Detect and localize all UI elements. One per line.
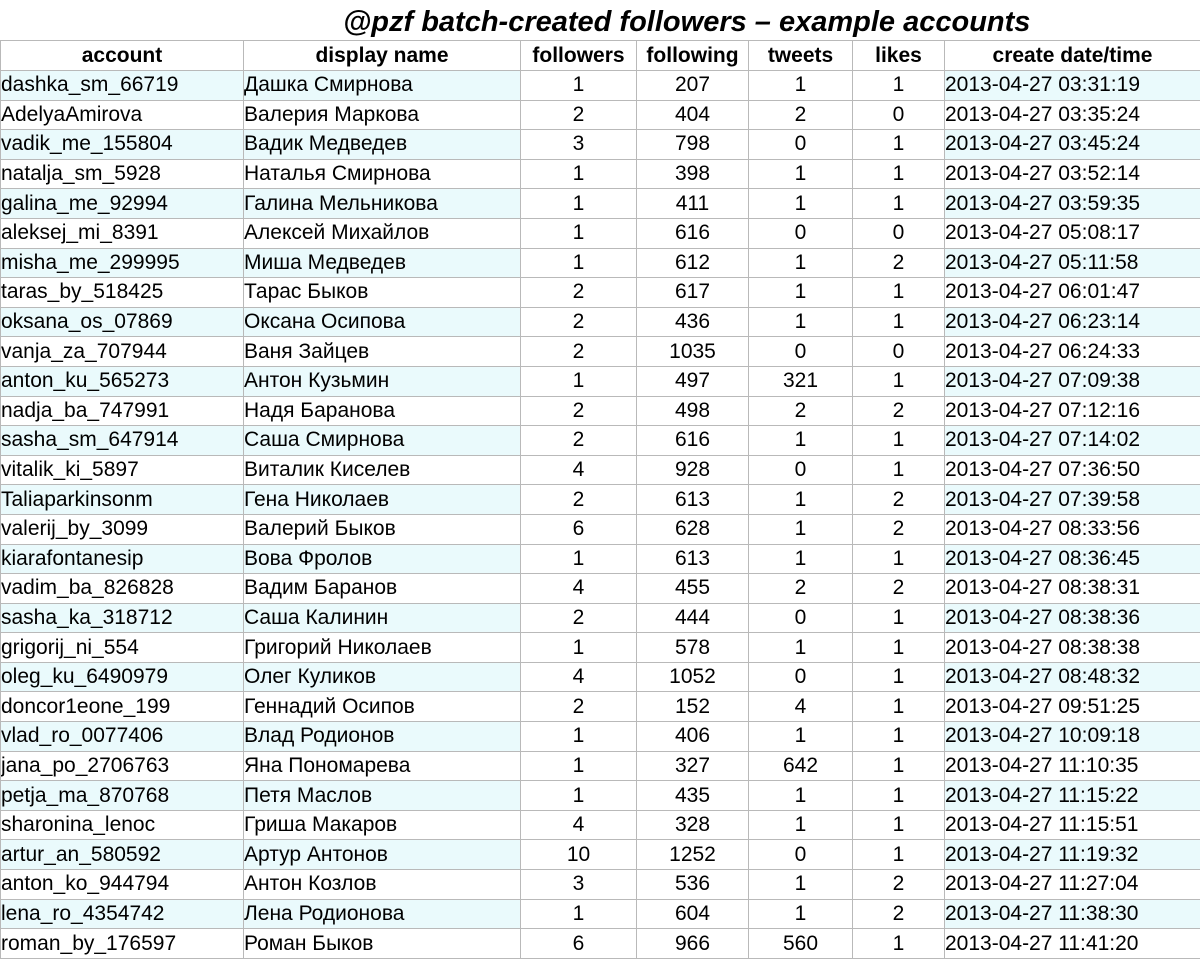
cell-tweets: 642 — [749, 751, 853, 781]
cell-create-date: 2013-04-27 06:23:14 — [945, 307, 1200, 337]
cell-tweets: 0 — [749, 840, 853, 870]
cell-likes: 1 — [853, 278, 945, 308]
col-header-account: account — [1, 41, 244, 71]
cell-display-name: Геннадий Осипов — [244, 692, 521, 722]
cell-display-name: Лена Родионова — [244, 899, 521, 929]
cell-create-date: 2013-04-27 03:35:24 — [945, 100, 1200, 130]
cell-following: 497 — [637, 366, 749, 396]
cell-display-name: Антон Кузьмин — [244, 366, 521, 396]
cell-tweets: 1 — [749, 514, 853, 544]
cell-account: vadim_ba_826828 — [1, 574, 244, 604]
cell-following: 1035 — [637, 337, 749, 367]
table-row — [1, 810, 1200, 840]
cell-create-date: 2013-04-27 03:31:19 — [945, 71, 1200, 101]
cell-create-date: 2013-04-27 10:09:18 — [945, 722, 1200, 752]
cell-account: nadja_ba_747991 — [1, 396, 244, 426]
cell-followers: 4 — [521, 455, 637, 485]
cell-likes: 2 — [853, 514, 945, 544]
table-row — [1, 899, 1200, 929]
cell-create-date: 2013-04-27 11:10:35 — [945, 751, 1200, 781]
cell-following: 404 — [637, 100, 749, 130]
cell-create-date: 2013-04-27 05:08:17 — [945, 218, 1200, 248]
cell-likes: 1 — [853, 810, 945, 840]
cell-likes: 2 — [853, 870, 945, 900]
cell-account: anton_ko_944794 — [1, 870, 244, 900]
cell-create-date: 2013-04-27 05:11:58 — [945, 248, 1200, 278]
cell-likes: 1 — [853, 366, 945, 396]
cell-likes: 1 — [853, 692, 945, 722]
cell-likes: 0 — [853, 218, 945, 248]
cell-tweets: 1 — [749, 248, 853, 278]
table-row — [1, 692, 1200, 722]
cell-account: natalja_sm_5928 — [1, 159, 244, 189]
cell-display-name: Ваня Зайцев — [244, 337, 521, 367]
table-row — [1, 781, 1200, 811]
cell-display-name: Гена Николаев — [244, 485, 521, 515]
cell-tweets: 4 — [749, 692, 853, 722]
cell-followers: 1 — [521, 633, 637, 663]
cell-create-date: 2013-04-27 08:38:36 — [945, 603, 1200, 633]
cell-tweets: 1 — [749, 722, 853, 752]
cell-following: 617 — [637, 278, 749, 308]
cell-following: 928 — [637, 455, 749, 485]
header-row — [1, 41, 1200, 71]
cell-tweets: 2 — [749, 574, 853, 604]
cell-likes: 1 — [853, 455, 945, 485]
cell-account: doncor1eone_199 — [1, 692, 244, 722]
cell-display-name: Вова Фролов — [244, 544, 521, 574]
cell-display-name: Вадик Медведев — [244, 130, 521, 160]
cell-account: vadik_me_155804 — [1, 130, 244, 160]
col-header-followers: followers — [521, 41, 637, 71]
cell-create-date: 2013-04-27 03:59:35 — [945, 189, 1200, 219]
cell-following: 436 — [637, 307, 749, 337]
cell-tweets: 1 — [749, 278, 853, 308]
table-row — [1, 130, 1200, 160]
cell-create-date: 2013-04-27 11:15:51 — [945, 810, 1200, 840]
cell-likes: 1 — [853, 781, 945, 811]
cell-tweets: 0 — [749, 337, 853, 367]
cell-create-date: 2013-04-27 08:48:32 — [945, 662, 1200, 692]
cell-account: misha_me_299995 — [1, 248, 244, 278]
cell-create-date: 2013-04-27 11:15:22 — [945, 781, 1200, 811]
cell-tweets: 1 — [749, 159, 853, 189]
cell-following: 328 — [637, 810, 749, 840]
cell-display-name: Петя Маслов — [244, 781, 521, 811]
cell-account: kiarafontanesip — [1, 544, 244, 574]
cell-followers: 2 — [521, 485, 637, 515]
cell-account: vanja_za_707944 — [1, 337, 244, 367]
table-row — [1, 929, 1200, 959]
cell-create-date: 2013-04-27 06:24:33 — [945, 337, 1200, 367]
cell-display-name: Саша Смирнова — [244, 426, 521, 456]
cell-following: 604 — [637, 899, 749, 929]
cell-create-date: 2013-04-27 07:39:58 — [945, 485, 1200, 515]
table-row — [1, 100, 1200, 130]
cell-display-name: Антон Козлов — [244, 870, 521, 900]
cell-create-date: 2013-04-27 09:51:25 — [945, 692, 1200, 722]
cell-followers: 2 — [521, 603, 637, 633]
cell-following: 152 — [637, 692, 749, 722]
cell-likes: 2 — [853, 396, 945, 426]
cell-create-date: 2013-04-27 08:38:38 — [945, 633, 1200, 663]
cell-tweets: 1 — [749, 189, 853, 219]
table-row — [1, 248, 1200, 278]
cell-following: 612 — [637, 248, 749, 278]
cell-followers: 1 — [521, 189, 637, 219]
cell-following: 435 — [637, 781, 749, 811]
table-row — [1, 544, 1200, 574]
table-row — [1, 455, 1200, 485]
cell-followers: 1 — [521, 71, 637, 101]
col-header-following: following — [637, 41, 749, 71]
table-row — [1, 514, 1200, 544]
cell-likes: 1 — [853, 722, 945, 752]
cell-likes: 1 — [853, 929, 945, 959]
table-row — [1, 307, 1200, 337]
table-row — [1, 189, 1200, 219]
col-header-display-name: display name — [244, 41, 521, 71]
cell-tweets: 1 — [749, 870, 853, 900]
table-row — [1, 840, 1200, 870]
cell-followers: 6 — [521, 929, 637, 959]
table-row — [1, 574, 1200, 604]
cell-create-date: 2013-04-27 11:38:30 — [945, 899, 1200, 929]
cell-create-date: 2013-04-27 07:09:38 — [945, 366, 1200, 396]
cell-followers: 1 — [521, 544, 637, 574]
cell-tweets: 1 — [749, 485, 853, 515]
cell-following: 398 — [637, 159, 749, 189]
cell-followers: 4 — [521, 662, 637, 692]
cell-following: 1252 — [637, 840, 749, 870]
cell-followers: 2 — [521, 278, 637, 308]
cell-create-date: 2013-04-27 11:27:04 — [945, 870, 1200, 900]
cell-account: sasha_sm_647914 — [1, 426, 244, 456]
cell-following: 616 — [637, 218, 749, 248]
cell-create-date: 2013-04-27 08:36:45 — [945, 544, 1200, 574]
cell-display-name: Алексей Михайлов — [244, 218, 521, 248]
cell-account: oksana_os_07869 — [1, 307, 244, 337]
cell-likes: 1 — [853, 189, 945, 219]
cell-create-date: 2013-04-27 03:52:14 — [945, 159, 1200, 189]
cell-tweets: 2 — [749, 396, 853, 426]
table-row — [1, 722, 1200, 752]
cell-display-name: Гриша Макаров — [244, 810, 521, 840]
table-row — [1, 366, 1200, 396]
cell-account: valerij_by_3099 — [1, 514, 244, 544]
cell-account: petja_ma_870768 — [1, 781, 244, 811]
cell-create-date: 2013-04-27 07:12:16 — [945, 396, 1200, 426]
cell-followers: 2 — [521, 692, 637, 722]
table-row — [1, 662, 1200, 692]
cell-display-name: Виталик Киселев — [244, 455, 521, 485]
cell-tweets: 1 — [749, 544, 853, 574]
cell-likes: 1 — [853, 662, 945, 692]
cell-followers: 6 — [521, 514, 637, 544]
cell-followers: 2 — [521, 337, 637, 367]
cell-account: vlad_ro_0077406 — [1, 722, 244, 752]
cell-account: Taliaparkinsonm — [1, 485, 244, 515]
table-row — [1, 278, 1200, 308]
cell-following: 578 — [637, 633, 749, 663]
cell-tweets: 0 — [749, 130, 853, 160]
table-row — [1, 751, 1200, 781]
cell-followers: 1 — [521, 899, 637, 929]
cell-create-date: 2013-04-27 03:45:24 — [945, 130, 1200, 160]
table-row — [1, 603, 1200, 633]
cell-followers: 3 — [521, 130, 637, 160]
cell-following: 628 — [637, 514, 749, 544]
cell-following: 411 — [637, 189, 749, 219]
cell-account: sasha_ka_318712 — [1, 603, 244, 633]
cell-display-name: Саша Калинин — [244, 603, 521, 633]
cell-following: 444 — [637, 603, 749, 633]
cell-following: 327 — [637, 751, 749, 781]
cell-followers: 4 — [521, 574, 637, 604]
cell-likes: 1 — [853, 603, 945, 633]
cell-display-name: Артур Антонов — [244, 840, 521, 870]
cell-following: 613 — [637, 485, 749, 515]
cell-display-name: Григорий Николаев — [244, 633, 521, 663]
cell-following: 536 — [637, 870, 749, 900]
cell-likes: 1 — [853, 307, 945, 337]
cell-create-date: 2013-04-27 08:33:56 — [945, 514, 1200, 544]
cell-display-name: Оксана Осипова — [244, 307, 521, 337]
cell-account: AdelyaAmirova — [1, 100, 244, 130]
col-header-tweets: tweets — [749, 41, 853, 71]
cell-followers: 1 — [521, 751, 637, 781]
cell-display-name: Наталья Смирнова — [244, 159, 521, 189]
table-row — [1, 337, 1200, 367]
table-row — [1, 485, 1200, 515]
cell-account: artur_an_580592 — [1, 840, 244, 870]
col-header-create-date: create date/time — [945, 41, 1200, 71]
cell-following: 613 — [637, 544, 749, 574]
cell-tweets: 0 — [749, 662, 853, 692]
sheet-title: @pzf batch-created followers – example accounts — [343, 6, 1031, 38]
cell-following: 498 — [637, 396, 749, 426]
table-row — [1, 396, 1200, 426]
cell-tweets: 1 — [749, 810, 853, 840]
cell-tweets: 0 — [749, 218, 853, 248]
cell-display-name: Вадим Баранов — [244, 574, 521, 604]
cell-account: taras_by_518425 — [1, 278, 244, 308]
cell-followers: 3 — [521, 870, 637, 900]
cell-likes: 1 — [853, 71, 945, 101]
cell-account: roman_by_176597 — [1, 929, 244, 959]
cell-account: galina_me_92994 — [1, 189, 244, 219]
cell-display-name: Валерия Маркова — [244, 100, 521, 130]
cell-create-date: 2013-04-27 11:41:20 — [945, 929, 1200, 959]
cell-tweets: 1 — [749, 71, 853, 101]
table-row — [1, 159, 1200, 189]
cell-followers: 2 — [521, 100, 637, 130]
cell-followers: 2 — [521, 307, 637, 337]
cell-likes: 1 — [853, 426, 945, 456]
cell-display-name: Валерий Быков — [244, 514, 521, 544]
cell-followers: 1 — [521, 366, 637, 396]
cell-likes: 0 — [853, 337, 945, 367]
cell-following: 966 — [637, 929, 749, 959]
cell-tweets: 0 — [749, 603, 853, 633]
cell-tweets: 1 — [749, 426, 853, 456]
cell-likes: 2 — [853, 574, 945, 604]
cell-tweets: 2 — [749, 100, 853, 130]
cell-followers: 1 — [521, 722, 637, 752]
cell-followers: 2 — [521, 426, 637, 456]
table-row — [1, 218, 1200, 248]
cell-following: 616 — [637, 426, 749, 456]
cell-create-date: 2013-04-27 11:19:32 — [945, 840, 1200, 870]
cell-followers: 2 — [521, 396, 637, 426]
cell-display-name: Галина Мельникова — [244, 189, 521, 219]
cell-followers: 1 — [521, 218, 637, 248]
cell-display-name: Яна Пономарева — [244, 751, 521, 781]
cell-account: anton_ku_565273 — [1, 366, 244, 396]
cell-likes: 1 — [853, 130, 945, 160]
table-row — [1, 870, 1200, 900]
cell-tweets: 321 — [749, 366, 853, 396]
cell-followers: 1 — [521, 781, 637, 811]
cell-account: lena_ro_4354742 — [1, 899, 244, 929]
cell-following: 406 — [637, 722, 749, 752]
cell-likes: 2 — [853, 485, 945, 515]
cell-create-date: 2013-04-27 07:36:50 — [945, 455, 1200, 485]
cell-followers: 4 — [521, 810, 637, 840]
cell-account: sharonina_lenoc — [1, 810, 244, 840]
cell-likes: 2 — [853, 248, 945, 278]
cell-following: 207 — [637, 71, 749, 101]
cell-following: 798 — [637, 130, 749, 160]
cell-likes: 1 — [853, 633, 945, 663]
cell-following: 1052 — [637, 662, 749, 692]
cell-create-date: 2013-04-27 08:38:31 — [945, 574, 1200, 604]
table-row — [1, 71, 1200, 101]
table-row — [1, 426, 1200, 456]
cell-account: dashka_sm_66719 — [1, 71, 244, 101]
cell-likes: 1 — [853, 544, 945, 574]
table-row — [1, 633, 1200, 663]
cell-tweets: 0 — [749, 455, 853, 485]
cell-account: aleksej_mi_8391 — [1, 218, 244, 248]
cell-tweets: 1 — [749, 899, 853, 929]
cell-display-name: Дашка Смирнова — [244, 71, 521, 101]
accounts-table — [0, 40, 1200, 959]
cell-create-date: 2013-04-27 07:14:02 — [945, 426, 1200, 456]
cell-followers: 10 — [521, 840, 637, 870]
col-header-likes: likes — [853, 41, 945, 71]
cell-display-name: Роман Быков — [244, 929, 521, 959]
cell-create-date: 2013-04-27 06:01:47 — [945, 278, 1200, 308]
cell-following: 455 — [637, 574, 749, 604]
cell-tweets: 1 — [749, 781, 853, 811]
cell-account: oleg_ku_6490979 — [1, 662, 244, 692]
cell-likes: 1 — [853, 840, 945, 870]
cell-tweets: 1 — [749, 633, 853, 663]
cell-tweets: 560 — [749, 929, 853, 959]
cell-display-name: Влад Родионов — [244, 722, 521, 752]
cell-likes: 0 — [853, 100, 945, 130]
cell-display-name: Миша Медведев — [244, 248, 521, 278]
cell-likes: 1 — [853, 751, 945, 781]
cell-account: vitalik_ki_5897 — [1, 455, 244, 485]
cell-display-name: Тарас Быков — [244, 278, 521, 308]
cell-likes: 1 — [853, 159, 945, 189]
cell-display-name: Олег Куликов — [244, 662, 521, 692]
cell-followers: 1 — [521, 159, 637, 189]
cell-display-name: Надя Баранова — [244, 396, 521, 426]
cell-followers: 1 — [521, 248, 637, 278]
cell-tweets: 1 — [749, 307, 853, 337]
cell-account: jana_po_2706763 — [1, 751, 244, 781]
cell-likes: 2 — [853, 899, 945, 929]
cell-account: grigorij_ni_554 — [1, 633, 244, 663]
